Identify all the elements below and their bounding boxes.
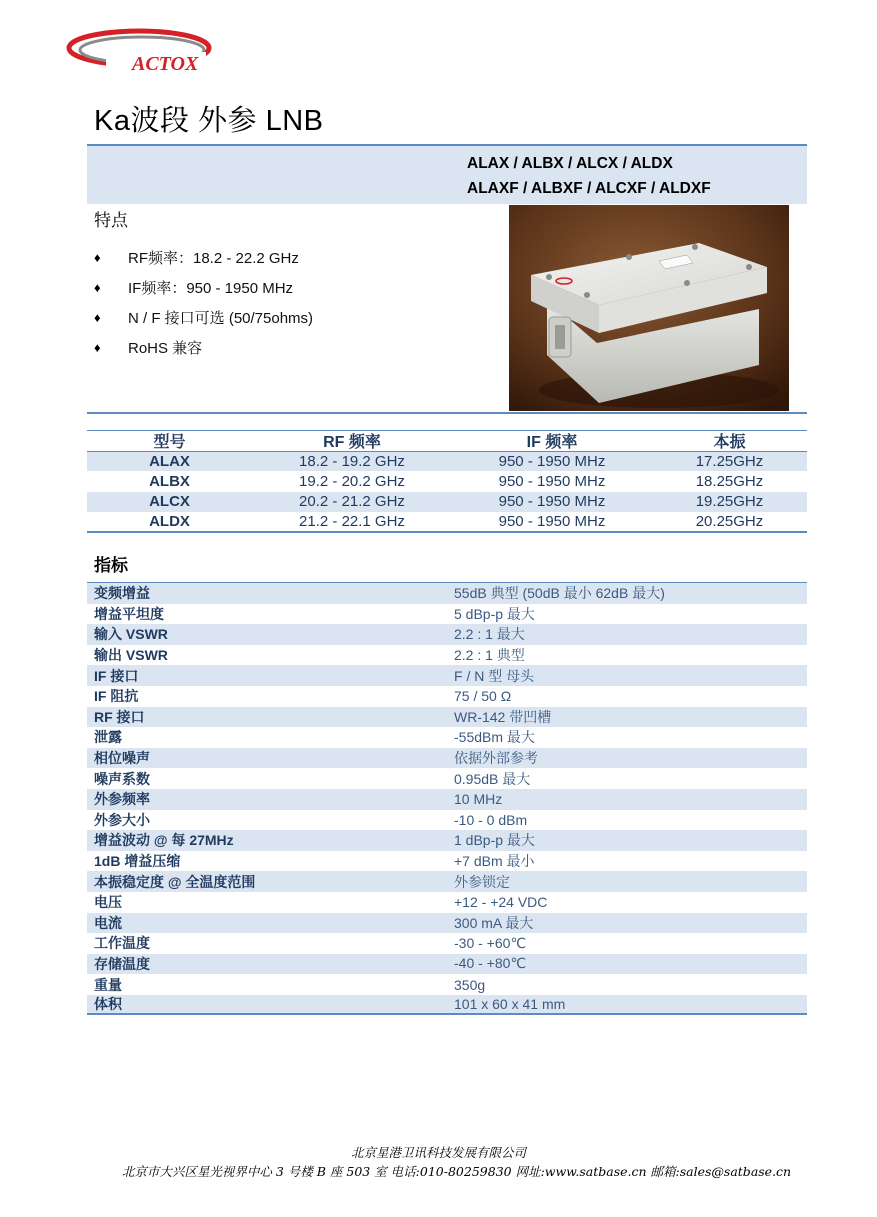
footer-contact: 北京市大兴区星光视界中心 3 号楼 B 座 503 室 电话:010-80259830 网址:www.satbase.cn 邮箱:sales@satbase.cn xyxy=(121,1164,792,1179)
spec-value: 300 mA 最大 xyxy=(454,914,534,931)
spec-label: 本振稳定度 @ 全温度范围 xyxy=(94,873,256,890)
page-title: Ka波段 外参 LNB xyxy=(94,105,324,137)
model-list-standard: ALAX / ALBX / ALCX / ALDX xyxy=(467,155,673,172)
lo-cell: 20.25GHz xyxy=(695,512,764,530)
table-header-row xyxy=(87,430,807,451)
spec-label: 工作温度 xyxy=(94,935,150,952)
spec-value: 55dB 典型 (50dB 最小 62dB 最大) xyxy=(454,585,665,602)
table-row xyxy=(87,892,807,913)
diamond-bullet-icon: ♦ xyxy=(94,309,101,325)
table-row xyxy=(87,830,807,851)
model-frequency-table xyxy=(87,430,807,533)
rf-cell: 21.2 - 22.1 GHz xyxy=(299,512,405,530)
features-heading: 特点 xyxy=(94,211,128,230)
feature-text: RoHS 兼容 xyxy=(128,339,203,357)
rf-cell: 19.2 - 20.2 GHz xyxy=(299,472,405,490)
footer-company: 北京星港卫讯科技发展有限公司 xyxy=(350,1145,526,1160)
table-row xyxy=(87,748,807,769)
spec-value: 75 / 50 Ω xyxy=(454,688,512,705)
if-cell: 950 - 1950 MHz xyxy=(498,493,606,511)
spec-value: -40 - +80℃ xyxy=(454,955,527,972)
model-cell: ALCX xyxy=(149,493,190,511)
table-row xyxy=(87,707,807,728)
spec-value: 2.2 : 1 典型 xyxy=(454,647,525,664)
model-cell: ALAX xyxy=(149,452,190,470)
model-list-f-connector: ALAXF / ALBXF / ALCXF / ALDXF xyxy=(467,180,711,197)
table-row xyxy=(87,665,807,686)
spec-value: -55dBm 最大 xyxy=(454,729,535,746)
feature-list xyxy=(94,242,313,362)
spec-value: 1 dBp-p 最大 xyxy=(454,832,535,849)
column-header: RF 频率 xyxy=(323,434,381,452)
table-row xyxy=(87,768,807,789)
if-cell: 950 - 1950 MHz xyxy=(498,472,606,490)
spec-label: 输入 VSWR xyxy=(94,626,168,643)
spec-value: -10 - 0 dBm xyxy=(454,811,528,828)
spec-label: 增益波动 @ 每 27MHz xyxy=(94,832,234,849)
feature-text: RF频率：18.2 - 22.2 GHz xyxy=(128,249,299,267)
diamond-bullet-icon: ♦ xyxy=(94,279,101,295)
spec-label: IF 接口 xyxy=(94,667,139,684)
model-cell: ALBX xyxy=(149,472,190,490)
model-cell: ALDX xyxy=(149,512,190,530)
list-item xyxy=(94,242,313,272)
table-row xyxy=(87,974,807,995)
svg-text:ACTOX: ACTOX xyxy=(132,53,199,74)
spec-value: 350g xyxy=(454,976,486,993)
table-row xyxy=(87,604,807,625)
table-row xyxy=(87,512,807,533)
table-row xyxy=(87,810,807,831)
specifications-table xyxy=(87,582,807,1015)
spec-label: 变频增益 xyxy=(94,585,150,602)
spec-value: -30 - +60℃ xyxy=(454,934,527,951)
spec-label: 1dB 增益压缩 xyxy=(94,853,181,870)
lo-cell: 19.25GHz xyxy=(695,493,764,511)
spec-label: IF 阻抗 xyxy=(94,688,139,705)
table-row xyxy=(87,624,807,645)
spec-label: 相位噪声 xyxy=(94,750,150,767)
model-numbers-band xyxy=(87,144,807,204)
table-row xyxy=(87,492,807,513)
spec-value: 0.95dB 最大 xyxy=(454,770,531,787)
spec-value: +7 dBm 最小 xyxy=(454,853,535,870)
spec-label: 增益平坦度 xyxy=(94,605,164,622)
column-header: IF 频率 xyxy=(526,434,578,452)
spec-value: 101 x 60 x 41 mm xyxy=(454,996,566,1013)
table-row xyxy=(87,933,807,954)
lo-cell: 17.25GHz xyxy=(695,452,764,470)
table-row xyxy=(87,727,807,748)
spec-value: WR-142 带凹槽 xyxy=(454,708,552,725)
list-item xyxy=(94,302,313,332)
diamond-bullet-icon: ♦ xyxy=(94,339,101,355)
spec-value: 5 dBp-p 最大 xyxy=(454,605,535,622)
spec-value: F / N 型 母头 xyxy=(454,667,535,684)
table-row xyxy=(87,954,807,975)
lo-cell: 18.25GHz xyxy=(695,472,764,490)
column-header: 本振 xyxy=(713,434,746,452)
table-row xyxy=(87,871,807,892)
rf-cell: 20.2 - 21.2 GHz xyxy=(299,493,405,511)
spec-label: 存储温度 xyxy=(94,955,150,972)
table-row xyxy=(87,851,807,872)
feature-text: N / F 接口可选 (50/75ohms) xyxy=(128,309,314,327)
spec-label: 输出 VSWR xyxy=(94,647,168,664)
spec-label: RF 接口 xyxy=(94,708,145,725)
spec-label: 重量 xyxy=(94,976,122,993)
spec-value: 依据外部参考 xyxy=(454,750,538,767)
if-cell: 950 - 1950 MHz xyxy=(498,512,606,530)
table-row xyxy=(87,789,807,810)
product-photo xyxy=(509,205,789,411)
column-header: 型号 xyxy=(153,434,186,452)
section-divider xyxy=(87,412,807,414)
spec-value: +12 - +24 VDC xyxy=(454,894,548,911)
table-row xyxy=(87,451,807,472)
spec-label: 电流 xyxy=(94,914,122,931)
table-row xyxy=(87,995,807,1016)
spec-value: 10 MHz xyxy=(454,791,503,808)
company-logo xyxy=(66,26,212,74)
feature-text: IF频率：950 - 1950 MHz xyxy=(128,279,294,297)
spec-label: 外参频率 xyxy=(94,791,150,808)
table-row xyxy=(87,686,807,707)
table-row xyxy=(87,913,807,934)
lnb-product-photo-icon xyxy=(509,205,789,411)
list-item xyxy=(94,332,313,362)
table-row xyxy=(87,583,807,604)
table-row xyxy=(87,471,807,492)
spec-label: 体积 xyxy=(94,996,122,1013)
spec-label: 噪声系数 xyxy=(94,770,150,787)
diamond-bullet-icon: ♦ xyxy=(94,249,101,265)
spec-label: 外参大小 xyxy=(94,811,150,828)
if-cell: 950 - 1950 MHz xyxy=(498,452,606,470)
spec-label: 电压 xyxy=(94,894,122,911)
spec-value: 外参锁定 xyxy=(454,873,510,890)
table-row xyxy=(87,645,807,666)
rf-cell: 18.2 - 19.2 GHz xyxy=(299,452,405,470)
list-item xyxy=(94,272,313,302)
actox-logo-icon xyxy=(66,26,212,74)
spec-label: 泄露 xyxy=(94,729,122,746)
specs-heading: 指标 xyxy=(94,556,128,575)
spec-value: 2.2 : 1 最大 xyxy=(454,626,525,643)
